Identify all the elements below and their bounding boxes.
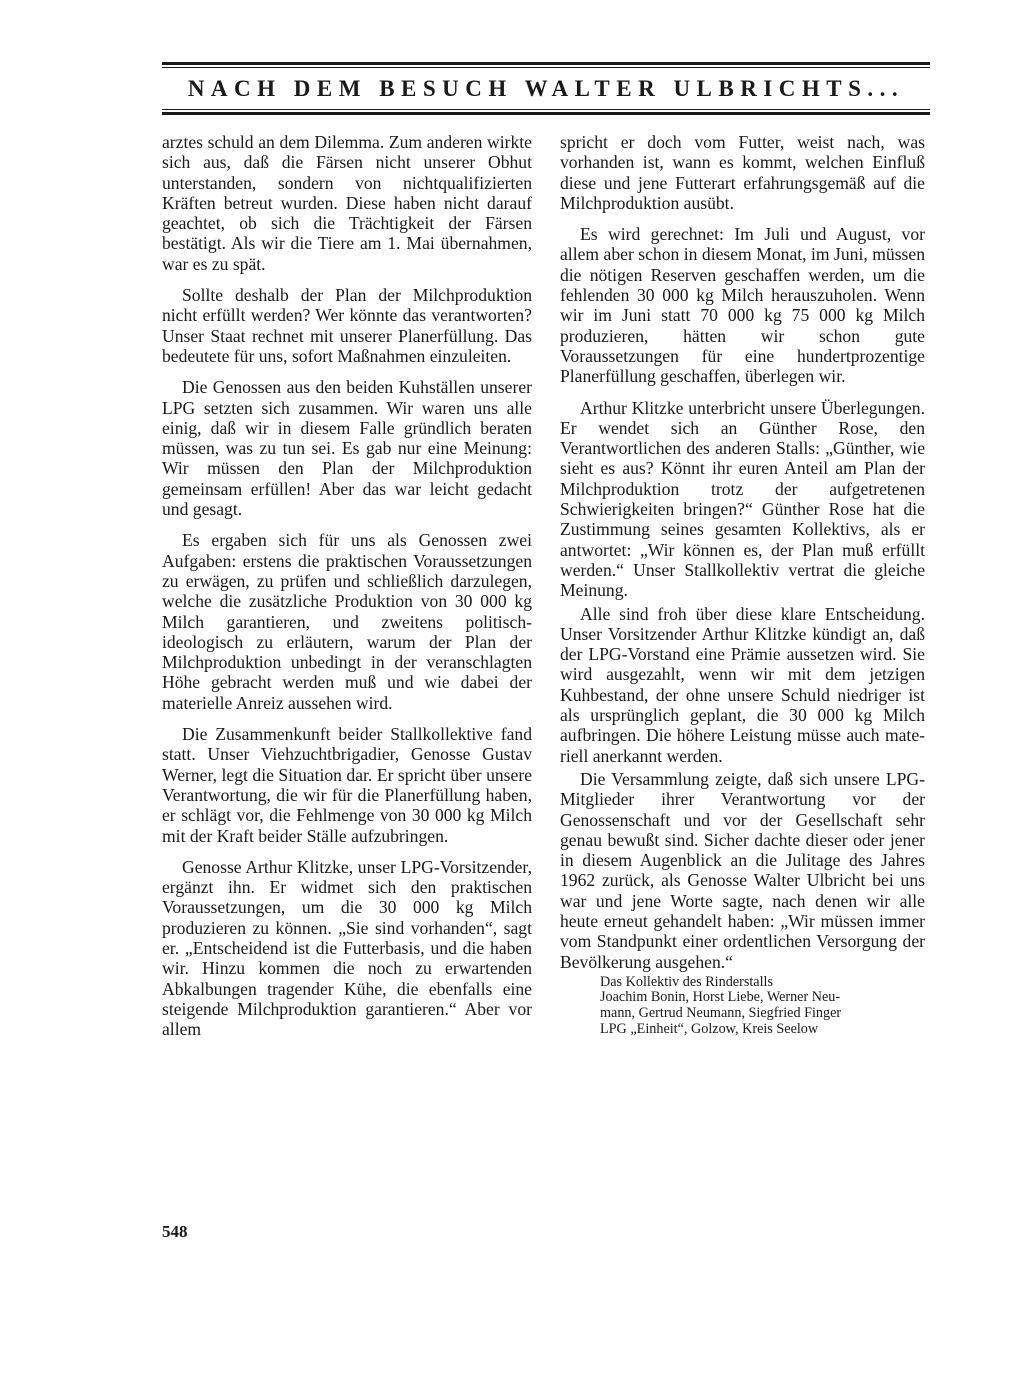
signature-line: Joachim Bonin, Horst Liebe, Werner Neu- xyxy=(600,989,841,1006)
paragraph: Genosse Arthur Klitzke, unser LPG-Vorsitzender, ergänzt ihn. Er widmet sich den praktischen Voraussetzungen, um die 30 000 kg Milch produzieren zu können. „Sie sind vorhanden“, sagt er. „Entscheidend ist die Futterbasis, und die haben wir. Hinzu kommen die noch zu erwartenden Abkalbungen tragender Kühe, die ebenfalls eine steigende Milchproduktion garantieren.“ Aber vor allem xyxy=(162,856,532,1040)
paragraph: Es wird gerechnet: Im Juli und August, vor allem aber schon in diesem Monat, im Juni, müssen die nötigen Reserven geschaffen werden, um die fehlenden 30 000 kg Milch herauszuholen. Wenn wir im Juni statt 70 000 kg 75 000 kg Milch produzieren, hätten wir schon gute Voraussetzungen für eine hundertprozentige Planerfüllung geschaffen, überlegen wir. xyxy=(560,224,925,387)
page-number: 548 xyxy=(162,1222,188,1241)
author-signature xyxy=(560,975,925,1037)
paragraph: Es ergaben sich für uns als Genossen zwei Aufgaben: erstens die praktischen Voraussetzungen zu erwägen, zu prüfen und schließlich darzulegen, welche die zusätzliche Produktion von 30 000 kg Milch garantieren, und zweitens politisch-ideologisch zu erläutern, warum der Plan der Milchproduktion unbedingt in der veranschlagten Höhe gebracht werden muß und wie dabei der materielle Anreiz aussehen wird. xyxy=(162,530,532,713)
running-header-title: NACH DEM BESUCH WALTER ULBRICHTS... xyxy=(187,76,905,101)
left-text-column xyxy=(162,132,532,1050)
header-rule-bottom-thin xyxy=(162,109,930,110)
paragraph: arztes schuld an dem Dilemma. Zum anderen wirkte sich aus, daß die Färsen nicht unserer Obhut unterstanden, sondern von nichtqualifizierten Kräften betreut wurden. Diese haben nicht darauf geachtet, ob sich die Trächtigkeit der Färsen bestätigt. Als wir die Tiere am 1. Mai übernahmen, war es zu spät. xyxy=(162,132,532,274)
header-rule-top-thick xyxy=(162,62,930,65)
header-rule-bottom-thick xyxy=(162,112,930,115)
paragraph: Die Versammlung zeigte, daß sich unsere LPG-Mitglieder ihrer Verantwortung vor der Genossenschaft und vor der Gesellschaft sehr genau bewußt sind. Sicher dachte dieser oder jener in diesem Augenblick an die Julitage des Jahres 1962 zurück, als Genosse Walter Ulbricht bei uns war und jene Worte sagte, nach denen wir alle heute erneut gehandelt haben: „Wir müssen immer vom Standpunkt einer ordentlichen Versorgung der Bevölkerung ausgehen.“ xyxy=(560,768,925,972)
paragraph: Arthur Klitzke unterbricht unsere Überlegungen. Er wendet sich an Günther Rose, den Verantwortlichen des anderen Stalls: „Günther, wie sieht es aus? Könnt ihr euren Anteil am Plan der Milchproduktion trotz der aufgetretenen Schwierigkeiten bringen?“ Günther Rose hat die Zustimmung seines gesamten Kollektivs, als er antwortet: „Wir können es, der Plan muß erfüllt werden.“ Unser Stallkollektiv vertrat die gleiche Meinung. xyxy=(560,397,925,601)
signature-line: mann, Gertrud Neumann, Siegfried Finger xyxy=(600,1005,842,1022)
signature-line: LPG „Einheit“, Golzow, Kreis Seelow xyxy=(600,1020,819,1037)
paragraph: Alle sind froh über diese klare Entscheidung. Unser Vorsitzender Arthur Klitzke kündigt an, daß der LPG-Vorstand eine Prämie aussetzen wird. Sie wird ausgezahlt, wenn wir mit dem jetzigen Kuhbestand, der ohne unsere Schuld niedriger ist als ursprünglich geplant, die 30 000 kg Milch aufbringen. Die höhere Leistung müsse auch materiell anerkannt werden. xyxy=(560,603,925,766)
signature-line: Das Kollektiv des Rinderstalls xyxy=(600,973,773,990)
header-rule-top-thin xyxy=(162,67,930,68)
paragraph: Die Genossen aus den beiden Kuhställen unserer LPG setzten sich zusammen. Wir waren uns alle einig, daß wir in diesem Falle gründlich beraten müssen, was zu tun sei. Es gab nur eine Meinung: Wir müssen den Plan der Milchproduktion gemeinsam erfüllen! Aber das war leicht gedacht und gesagt. xyxy=(162,377,532,520)
right-text-column xyxy=(560,132,925,1037)
paragraph: Sollte deshalb der Plan der Milchproduktion nicht erfüllt werden? Wer könnte das verantworten? Unser Staat rechnet mit unserer Planerfüllung. Das bedeutete für uns, sofort Maßnahmen einzuleiten. xyxy=(162,285,532,366)
paragraph: Die Zusammenkunft beider Stallkollektive fand statt. Unser Viehzuchtbrigadier, Genosse Gustav Werner, legt die Situation dar. Er spricht über unsere Verantwortung, die wir für die Planerfüllung haben, er schlägt vor, die Fehlmenge von 30 000 kg Milch mit der Kraft beider Ställe aufzubringen. xyxy=(162,724,532,846)
paragraph: spricht er doch vom Futter, weist nach, was vorhanden ist, wann es kommt, welchen Einfluß diese und jene Futterart erfahrungsgemäß auf die Milchproduktion ausübt. xyxy=(560,132,925,213)
